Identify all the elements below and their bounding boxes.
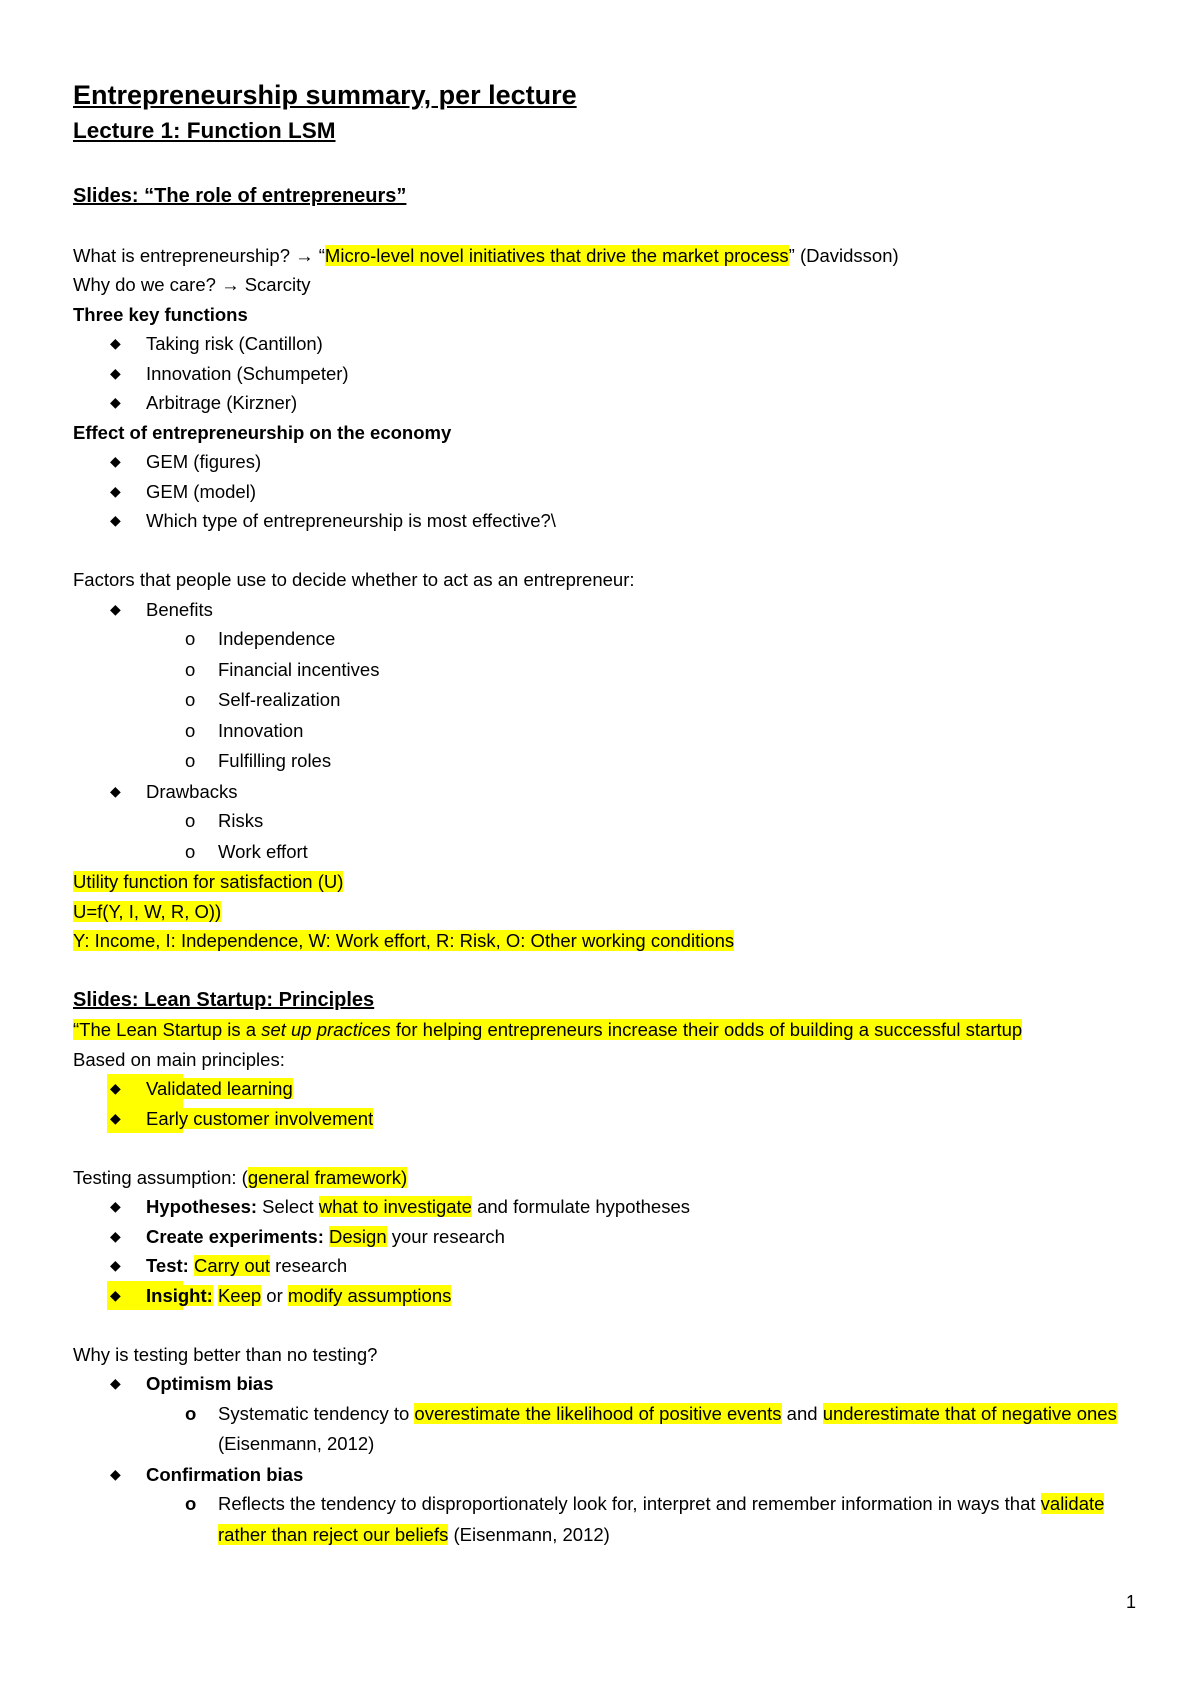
diamond-bullet-icon: ◆ [110,453,121,469]
diamond-bullet-icon: ◆ [110,782,121,799]
diamond-bullet-icon: ◆ [110,1257,121,1273]
list-item: ◆ Arbitrage (Kirzner) [73,388,1133,418]
diamond-bullet-icon: ◆ [107,1074,183,1104]
sub-list-item: o Work effort [73,837,1133,868]
question-why-care: Why do we care? → Scarcity [73,274,311,295]
diamond-bullet-icon: ◆ [107,1104,183,1134]
circle-bullet-icon: o [185,1402,197,1424]
circle-bullet-icon: o [185,689,196,710]
circle-bullet-icon: o [185,1493,197,1514]
diamond-bullet-icon: ◆ [110,1198,121,1214]
page-number: 1 [1125,1592,1136,1612]
circle-bullet-icon: o [185,810,196,831]
circle-bullet-icon: o [185,628,196,649]
document-page [73,76,1133,1550]
list-item: ◆ GEM (figures) [73,447,1133,477]
list-item: ◆ Which type of entrepreneurship is most effective?\ [73,506,1133,536]
list-item: ◆ Innovation (Schumpeter) [73,359,1133,389]
diamond-bullet-icon: ◆ [110,512,121,528]
utility-formula: U=f(Y, I, W, R, O)) [73,900,222,922]
utility-line: Utility function for satisfaction (U) [73,871,344,892]
sub-list-item: o Systematic tendency to overestimate the likelihood of positive events and underestimate that of negative ones (Eisenmann, 2012) [73,1399,1133,1460]
sub-list-item: o Risks [73,806,1133,837]
list-item: ◆ Taking risk (Cantillon) [73,329,1133,359]
diamond-bullet-icon: ◆ [110,1465,121,1482]
section-heading-lean: Slides: Lean Startup: Principles [73,989,375,1011]
lean-quote: “The Lean Startup is a set up practices for helping entrepreneurs increase their odds of building a successful startup [73,1019,1023,1040]
diamond-bullet-icon: ◆ [110,1227,121,1244]
highlight-definition: Micro-level novel initiatives that drive the market process [324,244,789,266]
list-item: ◆ GEM (model) [73,477,1133,507]
section-heading-role: Slides: “The role of entrepreneurs” [73,185,407,207]
circle-bullet-icon: o [185,750,196,771]
list-item: ◆ Benefits [73,595,1133,625]
testing-assumption: Testing assumption: (general framework) [73,1166,408,1188]
lecture-heading: Lecture 1: Function LSM [73,118,336,143]
list-item: ◆ Test: Carry out research [73,1251,1133,1281]
document-title: Entrepreneurship summary, per lecture [73,80,577,110]
list-item: ◆ Optimism bias [73,1369,1133,1399]
three-key-functions-heading: Three key functions [73,303,248,325]
diamond-bullet-icon: ◆ [110,1375,121,1391]
circle-bullet-icon: o [185,840,196,862]
sub-list-item: o Self-realization [73,685,1133,716]
list-item: ◆ Confirmation bias [73,1460,1133,1490]
why-testing: Why is testing better than no testing? [73,1343,378,1365]
sub-list-item: o Independence [73,624,1133,655]
circle-bullet-icon: o [185,658,196,680]
utility-legend: Y: Income, I: Independence, W: Work effort, R: Risk, O: Other working conditions [73,930,735,951]
diamond-bullet-icon: ◆ [107,1281,183,1311]
sub-list-item: o Reflects the tendency to disproportionately look for, interpret and remember information in ways that validate rather than reject our beliefs (Eisenmann, 2012) [73,1489,1133,1550]
diamond-bullet-icon: ◆ [110,335,121,351]
diamond-bullet-icon: ◆ [110,364,121,381]
list-item: ◆ Drawbacks [73,777,1133,807]
circle-bullet-icon: o [185,719,196,741]
diamond-bullet-icon: ◆ [110,482,121,499]
list-item: ◆ Create experiments: Design your research [73,1222,1133,1252]
sub-list-item: o Financial incentives [73,655,1133,686]
question-what-is: What is entrepreneurship? → “Micro-level novel initiatives that drive the market process” (Davidsson) [73,244,899,266]
list-item: ◆ Early customer involvement [73,1104,1133,1134]
effect-heading: Effect of entrepreneurship on the economy [73,421,452,443]
factors-intro: Factors that people use to decide whether to act as an entrepreneur: [73,569,635,590]
sub-list-item: o Innovation [73,716,1133,747]
list-item: ◆ Validated learning [73,1074,1133,1104]
list-item: ◆ Insight: Keep or modify assumptions [73,1281,1133,1311]
diamond-bullet-icon: ◆ [110,394,121,410]
list-item: ◆ Hypotheses: Select what to investigate and formulate hypotheses [73,1192,1133,1222]
diamond-bullet-icon: ◆ [110,600,121,617]
based-on: Based on main principles: [73,1048,285,1070]
sub-list-item: o Fulfilling roles [73,746,1133,777]
